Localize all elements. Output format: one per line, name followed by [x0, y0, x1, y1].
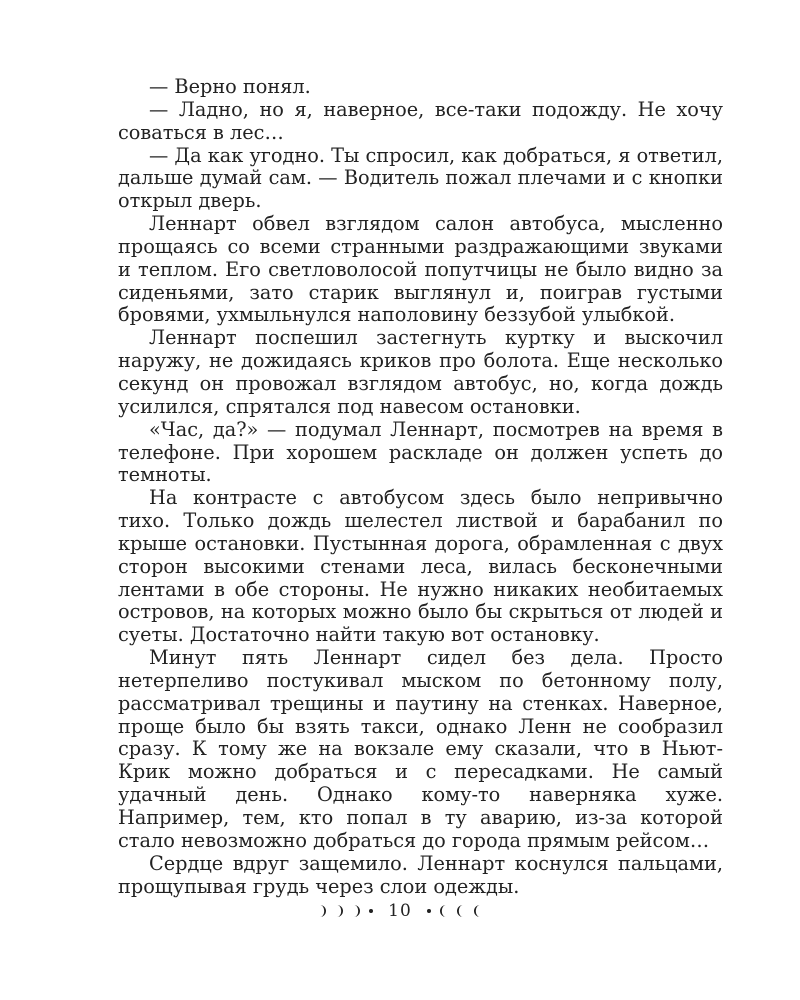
paragraph: — Да как угодно. Ты спросил, как добраться, я ответил, дальше думай сам. — Водитель пожал плечами и с кнопки открыл дверь.	[118, 143, 723, 213]
paragraph: Минут пять Леннарт сидел без дела. Просто нетерпеливо постукивал мыском по бетонному полу, рассматривал трещины и паутину на стенках. Наверное, проще было бы взять такси, однако Ленн не сообразил сразу. К тому же на вокзале ему сказали, что в Ньют-Крик можно добраться и с пересадками. Не самый удачный день. Однако кому-то наверняка хуже. Например, тем, кто попал в ту аварию, из-за которой стало невозможно добраться до города прямым рейсом…	[118, 646, 723, 852]
page-number: 10	[388, 901, 412, 921]
paragraph: Сердце вдруг защемило. Леннарт коснулся пальцами, прощупывая грудь через слои одежды.	[118, 851, 723, 898]
paragraph: Леннарт обвел взглядом салон автобуса, мысленно прощаясь со всеми странными раздражающими звуками и теплом. Его светловолосой попутчицы не было видно за сиденьями, зато старик выглянул и, поиграв густыми бровями, ухмыльнулся наполовину беззубой улыбкой.	[118, 212, 723, 327]
page-footer	[0, 901, 800, 921]
paragraph: — Верно понял.	[149, 75, 311, 98]
paragraph: «Час, да?» — подумал Леннарт, посмотрев на время в телефоне. При хорошем раскладе он должен успеть до темноты.	[118, 417, 723, 487]
moon-phases-waxing-icon	[317, 904, 374, 918]
moon-phases-waning-icon	[426, 904, 483, 918]
page-body-text	[118, 76, 723, 898]
paragraph: Леннарт поспешил застегнуть куртку и выскочил наружу, не дожидаясь криков про болота. Еще несколько секунд он провожал взглядом автобус, но, когда дождь усилился, спрятался под навесом остановки.	[118, 326, 723, 418]
paragraph: На контрасте с автобусом здесь было непривычно тихо. Только дождь шелестел листвой и барабанил по крыше остановки. Пустынная дорога, обрамленная с двух сторон высокими стенами леса, вилась бесконечными лентами в обе стороны. Не нужно никаких необитаемых островов, на которых можно было бы скрыться от людей и суеты. Достаточно найти такую вот остановку.	[118, 486, 723, 647]
paragraph: — Ладно, но я, наверное, все-таки подожду. Не хочу соваться в лес…	[118, 97, 723, 144]
